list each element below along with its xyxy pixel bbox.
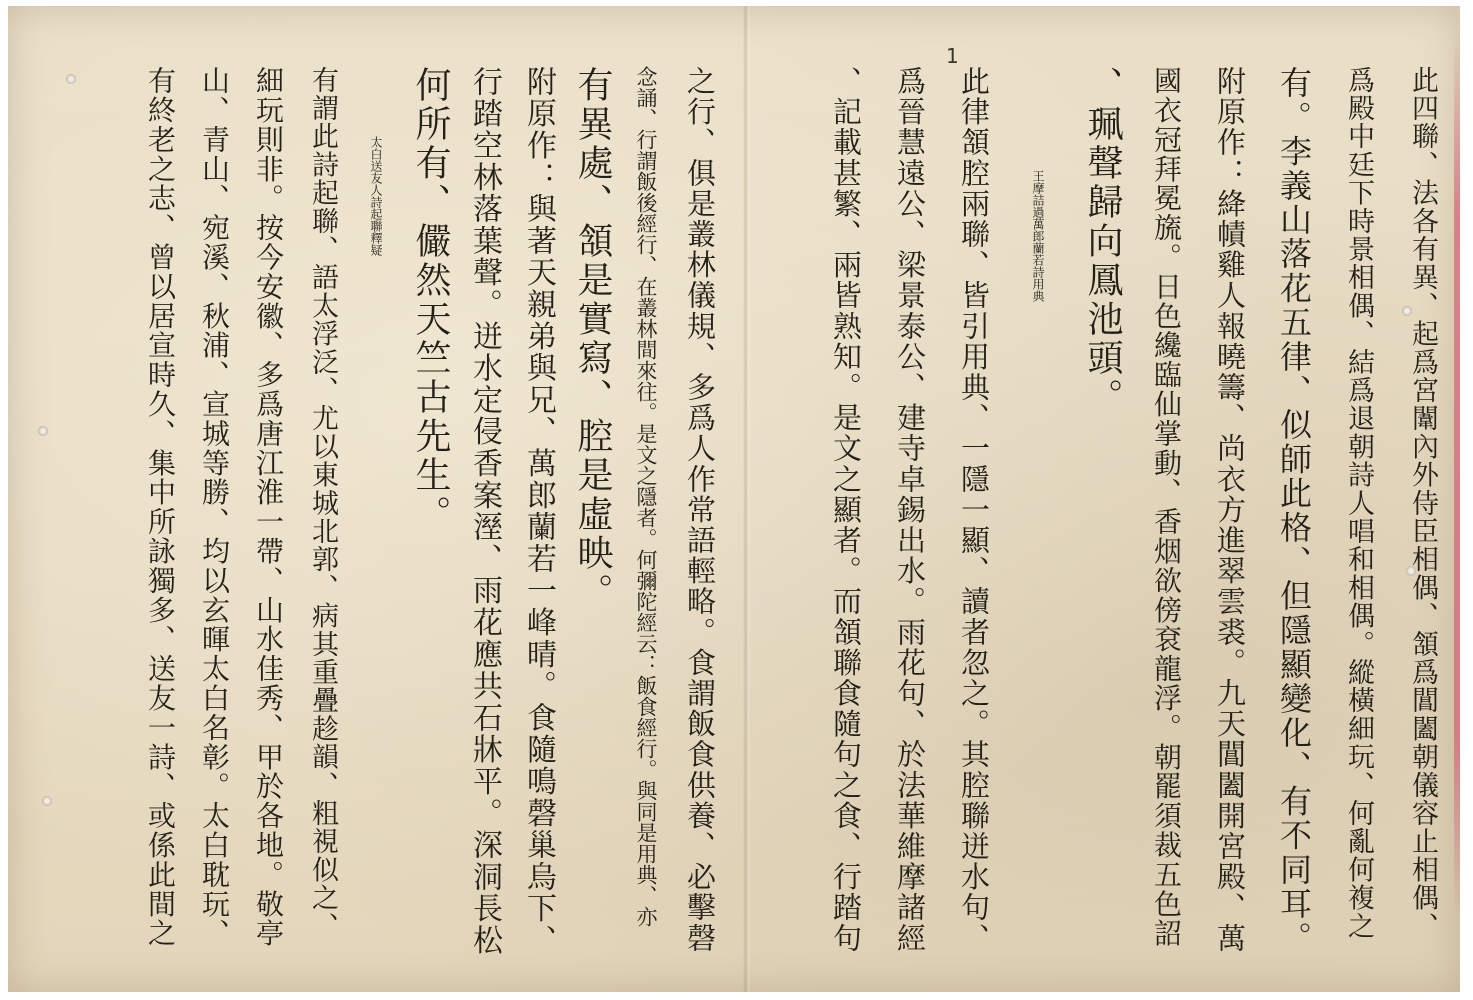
text-column: 有異處、頷是實寫、腔是虛映。 [572, 66, 613, 612]
text-column: 有謂此詩起聯、語太浮泛、尤以東城北郭、病其重疊趁韻、粗視似之、 [307, 66, 338, 941]
page-number: 1 [946, 44, 959, 68]
text-column: 、記載甚繁、兩皆熟知。是文之顯者。而頷聯食隨句之食、行踏句 [829, 66, 863, 954]
right-edge-mark [1454, 36, 1460, 916]
text-column: 山、青山、宛溪、秋浦、宣城等勝、均以玄暉太白名彰。太白耽玩、 [198, 66, 231, 948]
right-page [760, 66, 1450, 966]
center-fold [743, 6, 751, 992]
text-column: 何所有、儼然天竺古先生。 [410, 66, 451, 534]
text-column: 國衣冠拜冕旒。日色纔臨仙掌動、香烟欲傍袞龍浮。朝罷須裁五色詔 [1150, 66, 1183, 948]
text-column: 、珮聲歸向鳳池頭。 [1082, 66, 1123, 417]
text-column: 細玩則非。按今安徽、多爲唐江淮一帶、山水佳秀、甲於各地。敬亭 [252, 66, 285, 948]
text-column: 爲殿中廷下時景相偶、結爲退朝詩人唱和相偶。縱橫細玩、何亂何複之 [1343, 66, 1374, 941]
text-column: 爲晉慧遠公、梁景泰公、建寺卓錫出水。雨花句、於法華維摩諸經 [893, 66, 927, 954]
text-column: 此律頷腔兩聯、皆引用典、一隱一顯、讀者忽之。其腔聯迸水句、 [957, 66, 991, 954]
binding-hole [66, 74, 76, 84]
text-column: 此四聯、法各有異、起爲宮闈內外侍臣相偶、頷爲閶闔朝儀容止相偶、 [1407, 66, 1438, 941]
left-page [138, 66, 728, 966]
text-column: 有終老之志、曾以居宣時久、集中所詠獨多、送友一詩、或係此間之 [144, 66, 177, 948]
text-column: 附原作：與著天親弟與兄、萬郎蘭若一峰晴。食隨鳴磬巢烏下、 [521, 66, 556, 957]
section-heading: 王摩詰過萬郎蘭若詩用典 [1031, 170, 1045, 302]
binding-hole [38, 426, 48, 436]
document-sheet [8, 6, 1460, 992]
text-column: 之行、俱是叢林儀規、多爲人作常語輕略。食謂飯食供養、必擊磬 [683, 66, 717, 954]
text-column: 念誦、行謂飯後經行、在叢林間來往。是文之隱者。何彌陀經云：飯食經行。與同是用典、亦 [634, 66, 658, 927]
text-column: 附原作：絳幘雞人報曉籌、尚衣方進翠雲裘。九天閶闔開宮殿、萬 [1213, 66, 1247, 954]
binding-hole [42, 796, 52, 806]
text-column: 行踏空林落葉聲。迸水定侵香案溼、雨花應共石牀平。深洞長松 [467, 66, 502, 957]
section-heading: 太白送友人詩起聯釋疑 [369, 136, 383, 256]
text-column: 有。李義山落花五律、似師此格、但隱顯變化、有不同耳。 [1275, 66, 1313, 956]
